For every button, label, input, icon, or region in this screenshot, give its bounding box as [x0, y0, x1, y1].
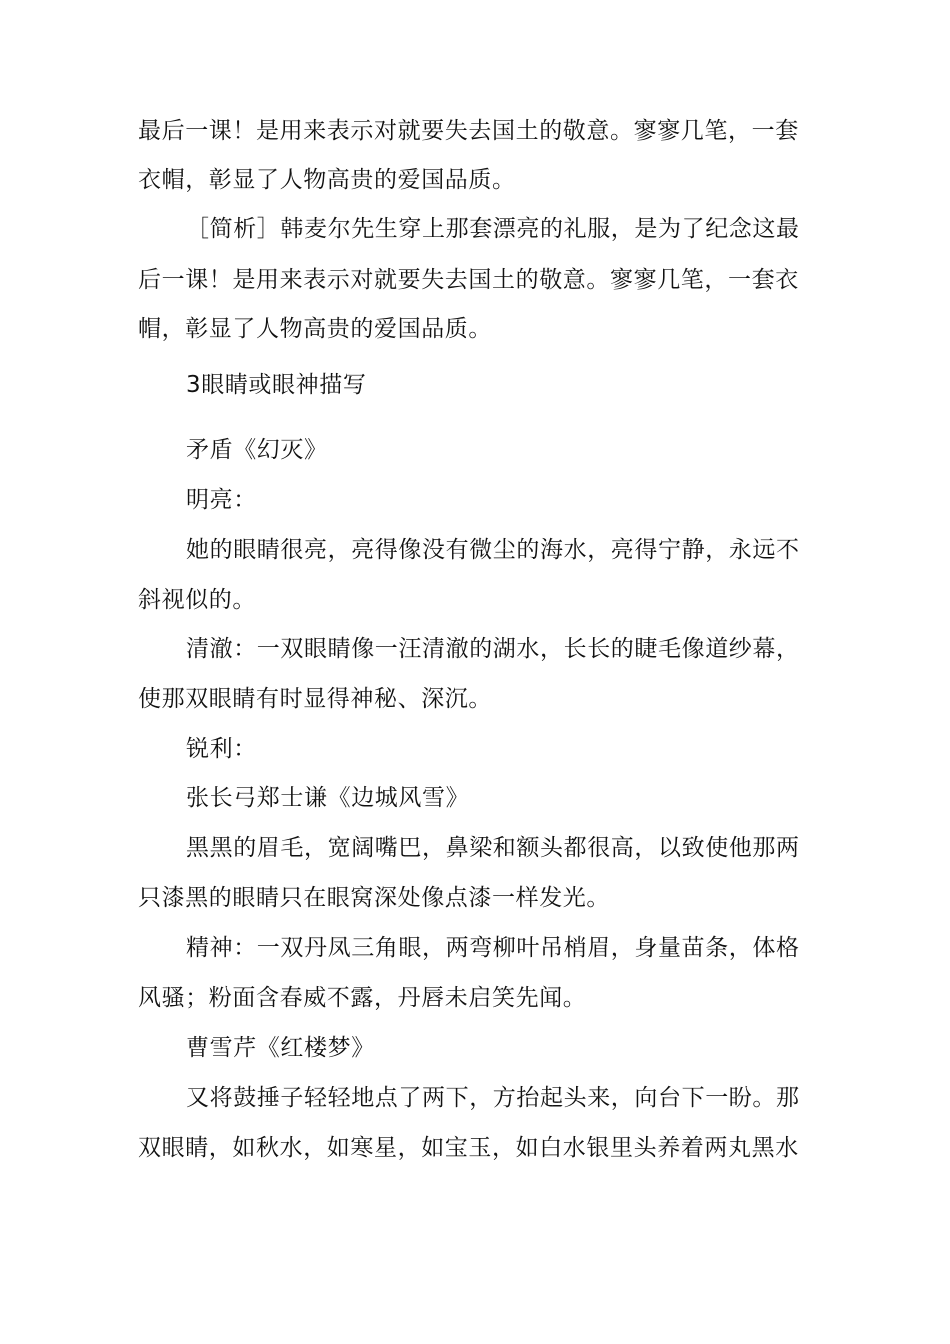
- category-label: 锐利：: [186, 736, 257, 762]
- source-citation: 曹雪芹《红楼梦》: [186, 1035, 375, 1061]
- text-line: 后一课！是用来表示对就要失去国土的敬意。寥寥几笔，一套衣: [138, 267, 799, 293]
- text-line: 斜视似的。: [138, 587, 256, 613]
- category-label: 明亮：: [186, 487, 257, 513]
- paragraph-start: 精神：一双丹凤三角眼，两弯柳叶吊梢眉，身量苗条，体格: [186, 935, 800, 961]
- source-citation: 矛盾《幻灭》: [186, 437, 328, 463]
- text-line: 帽，彰显了人物高贵的爱国品质。: [138, 316, 492, 342]
- text-line: 双眼睛，如秋水，如寒星，如宝玉，如白水银里头养着两丸黑水: [138, 1135, 799, 1161]
- section-heading: 3眼睛或眼神描写: [186, 372, 367, 398]
- text-line: 衣帽，彰显了人物高贵的爱国品质。: [138, 167, 516, 193]
- paragraph-start: 黑黑的眉毛，宽阔嘴巴，鼻梁和额头都很高，以致使他那两: [186, 835, 800, 861]
- paragraph-start: 清澈：一双眼睛像一汪清澈的湖水，长长的睫毛像道纱幕，: [186, 636, 800, 662]
- text-line: 使那双眼睛有时显得神秘、深沉。: [138, 686, 492, 712]
- source-citation: 张长弓郑士谦《边城风雪》: [186, 785, 470, 811]
- text-line: 风骚；粉面含春威不露，丹唇未启笑先闻。: [138, 985, 587, 1011]
- paragraph-start: ［简析］韩麦尔先生穿上那套漂亮的礼服，是为了纪念这最: [186, 216, 800, 242]
- paragraph-start: 又将鼓捶子轻轻地点了两下，方抬起头来，向台下一盼。那: [186, 1085, 800, 1111]
- text-line: 只漆黑的眼睛只在眼窝深处像点漆一样发光。: [138, 885, 610, 911]
- paragraph-start: 她的眼睛很亮，亮得像没有微尘的海水，亮得宁静，永远不: [186, 537, 800, 563]
- text-line: 最后一课！是用来表示对就要失去国土的敬意。寥寥几笔，一套: [138, 118, 799, 144]
